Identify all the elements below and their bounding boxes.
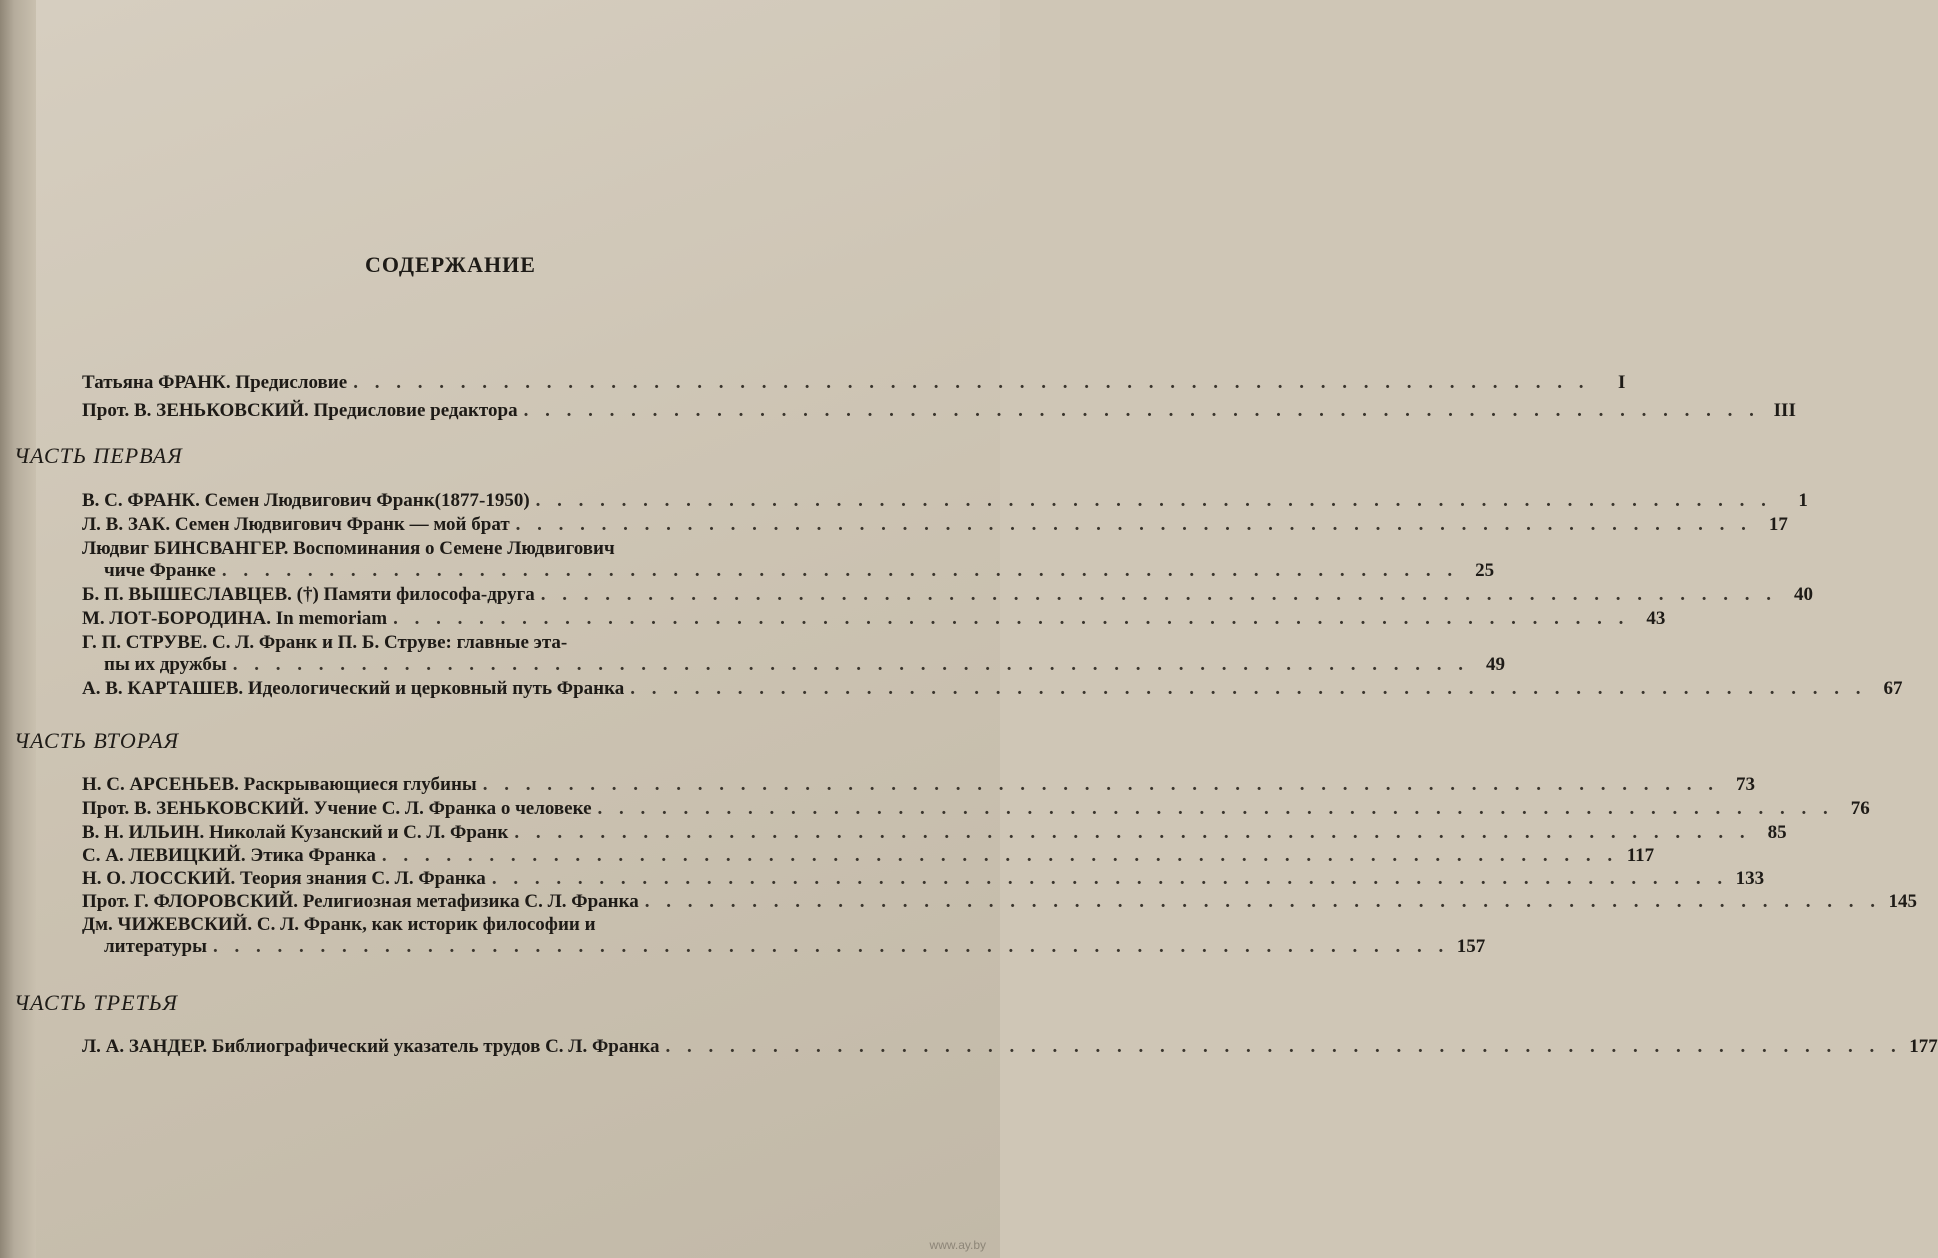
toc-entry	[82, 632, 1506, 676]
toc-entry-title: Прот. В. ЗЕНЬКОВСКИЙ. Учение С. Л. Франка о человеке	[82, 798, 592, 819]
toc-entry	[82, 914, 1486, 958]
dot-leader: . . . . . . . . . . . . . . . . . . . . . . . . . . . . . . . . . . . . . . . . . . . . . . . . . . . . . . . . . .	[232, 654, 1470, 675]
dot-leader: . . . . . . . . . . . . . . . . . . . . . . . . . . . . . . . . . . . . . . . . . . . . . . . . . . . . . . . . . .	[212, 936, 1450, 957]
dot-leader: . . . . . . . . . . . . . . . . . . . . . . . . . . . . . . . . . . . . . . . . . . . . . . . . . . . . . . . . . .	[353, 372, 1590, 393]
toc-page-number: 40	[1794, 584, 1814, 605]
toc-entry	[82, 584, 1814, 606]
toc-entry-title: Н. С. АРСЕНЬЕВ. Раскрывающиеся глубины	[82, 774, 477, 795]
toc-entry-continuation: чиче Франке	[104, 560, 216, 581]
toc-entry-title: Татьяна ФРАНК. Предисловие	[82, 372, 348, 393]
dot-leader: . . . . . . . . . . . . . . . . . . . . . . . . . . . . . . . . . . . . . . . . . . . . . . . . . . . . . . . . . .	[597, 798, 1834, 819]
toc-page-number: I	[1618, 372, 1626, 393]
dot-leader: . . . . . . . . . . . . . . . . . . . . . . . . . . . . . . . . . . . . . . . . . . . . . . . . . . . . . . . . . .	[515, 514, 1752, 535]
toc-entry	[82, 608, 1666, 630]
dot-leader: . . . . . . . . . . . . . . . . . . . . . . . . . . . . . . . . . . . . . . . . . . . . . . . . . . . . . . . . . .	[514, 822, 1751, 843]
dot-leader: . . . . . . . . . . . . . . . . . . . . . . . . . . . . . . . . . . . . . . . . . . . . . . . . . . . . . . . . . .	[540, 584, 1778, 605]
toc-entry-title: Людвиг БИНСВАНГЕР. Воспоминания о Семене Людвигович	[82, 538, 615, 559]
toc-entry-title: Прот. В. ЗЕНЬКОВСКИЙ. Предисловие редактора	[82, 400, 518, 421]
toc-page-number: 157	[1456, 936, 1486, 957]
toc-entry	[82, 400, 1796, 422]
dot-leader: . . . . . . . . . . . . . . . . . . . . . . . . . . . . . . . . . . . . . . . . . . . . . . . . . . . . . . . . . .	[523, 400, 1760, 421]
toc-page-number: 117	[1626, 845, 1655, 866]
toc-entry-continuation: литературы	[104, 936, 207, 957]
toc-page-number: 49	[1486, 654, 1506, 675]
toc-entry-title: Дм. ЧИЖЕВСКИЙ. С. Л. Франк, как историк философии и	[82, 914, 596, 935]
toc-entry	[82, 798, 1870, 820]
toc-entry	[82, 891, 1918, 913]
toc-page-number: 1	[1798, 490, 1808, 511]
toc-entry-title: Б. П. ВЫШЕСЛАВЦЕВ. (†) Памяти философа-друга	[82, 584, 535, 605]
dot-leader: . . . . . . . . . . . . . . . . . . . . . . . . . . . . . . . . . . . . . . . . . . . . . . . . . . . . . . . . . .	[221, 560, 1459, 581]
toc-page-number: 17	[1768, 514, 1788, 535]
toc-page-number: 133	[1735, 868, 1765, 889]
toc-entry	[82, 490, 1808, 512]
part-title: ЧАСТЬ ВТОРАЯ	[14, 728, 180, 753]
toc-page-number: 73	[1735, 774, 1755, 795]
toc-entry-title: Г. П. СТРУВЕ. С. Л. Франк и П. Б. Струве: главные эта-	[82, 632, 568, 653]
toc-entry	[82, 822, 1787, 844]
toc-page-number: 25	[1475, 560, 1495, 581]
contents-heading: СОДЕРЖАНИЕ	[365, 252, 536, 277]
dot-leader: . . . . . . . . . . . . . . . . . . . . . . . . . . . . . . . . . . . . . . . . . . . . . . . . . . . . . . . . . .	[535, 490, 1772, 511]
part-title: ЧАСТЬ ТРЕТЬЯ	[14, 990, 178, 1015]
dot-leader: . . . . . . . . . . . . . . . . . . . . . . . . . . . . . . . . . . . . . . . . . . . . . . . . . . . . . . . . . .	[393, 608, 1630, 629]
toc-page-number: 43	[1646, 608, 1666, 629]
dot-leader: . . . . . . . . . . . . . . . . . . . . . . . . . . . . . . . . . . . . . . . . . . . . . . . . . . . . . . . . . .	[665, 1036, 1902, 1057]
watermark: www.ay.by	[929, 1238, 986, 1252]
part-title: ЧАСТЬ ПЕРВАЯ	[14, 443, 183, 468]
toc-entry	[82, 868, 1765, 890]
toc-entry-title: В. Н. ИЛЬИН. Николай Кузанский и С. Л. Франк	[82, 822, 509, 843]
toc-page-number: 145	[1888, 891, 1918, 912]
toc-entry-title: С. А. ЛЕВИЦКИЙ. Этика Франка	[82, 845, 376, 866]
dot-leader: . . . . . . . . . . . . . . . . . . . . . . . . . . . . . . . . . . . . . . . . . . . . . . . . . . . . . . . . . .	[630, 678, 1867, 699]
toc-entry	[82, 774, 1755, 796]
toc-page-number: III	[1773, 400, 1796, 421]
dot-leader: . . . . . . . . . . . . . . . . . . . . . . . . . . . . . . . . . . . . . . . . . . . . . . . . . . . . . . . . . .	[491, 868, 1729, 889]
toc-entry	[82, 372, 1626, 394]
toc-page-number: 177	[1909, 1036, 1938, 1057]
dot-leader: . . . . . . . . . . . . . . . . . . . . . . . . . . . . . . . . . . . . . . . . . . . . . . . . . . . . . . . . . .	[381, 845, 1619, 866]
toc-entry-title: М. ЛОТ-БОРОДИНА. In memoriam	[82, 608, 388, 629]
toc-page-number: 76	[1850, 798, 1870, 819]
toc-entry	[82, 538, 1495, 582]
toc-entry	[82, 845, 1655, 867]
toc-page-number: 85	[1767, 822, 1787, 843]
toc-entry-title: А. В. КАРТАШЕВ. Идеологический и церковный путь Франка	[82, 678, 625, 699]
toc-entry-title: Л. В. ЗАК. Семен Людвигович Франк — мой брат	[82, 514, 510, 535]
toc-entry-title: В. С. ФРАНК. Семен Людвигович Франк(1877-1950)	[82, 490, 530, 511]
toc-entry	[82, 678, 1903, 700]
dot-leader: . . . . . . . . . . . . . . . . . . . . . . . . . . . . . . . . . . . . . . . . . . . . . . . . . . . . . . . . . .	[644, 891, 1882, 912]
toc-entry	[82, 1036, 1938, 1058]
toc-entry-title: Л. А. ЗАНДЕР. Библиографический указатель трудов С. Л. Франка	[82, 1036, 660, 1057]
toc-entry	[82, 514, 1788, 536]
toc-page-number: 67	[1883, 678, 1903, 699]
toc-entry-continuation: пы их дружбы	[104, 654, 227, 675]
book-spine-shadow	[0, 0, 36, 1258]
dot-leader: . . . . . . . . . . . . . . . . . . . . . . . . . . . . . . . . . . . . . . . . . . . . . . . . . . . . . . . . . .	[482, 774, 1719, 795]
toc-entry-title: Н. О. ЛОССКИЙ. Теория знания С. Л. Франка	[82, 868, 486, 889]
toc-entry-title: Прот. Г. ФЛОРОВСКИЙ. Религиозная метафизика С. Л. Франка	[82, 891, 639, 912]
